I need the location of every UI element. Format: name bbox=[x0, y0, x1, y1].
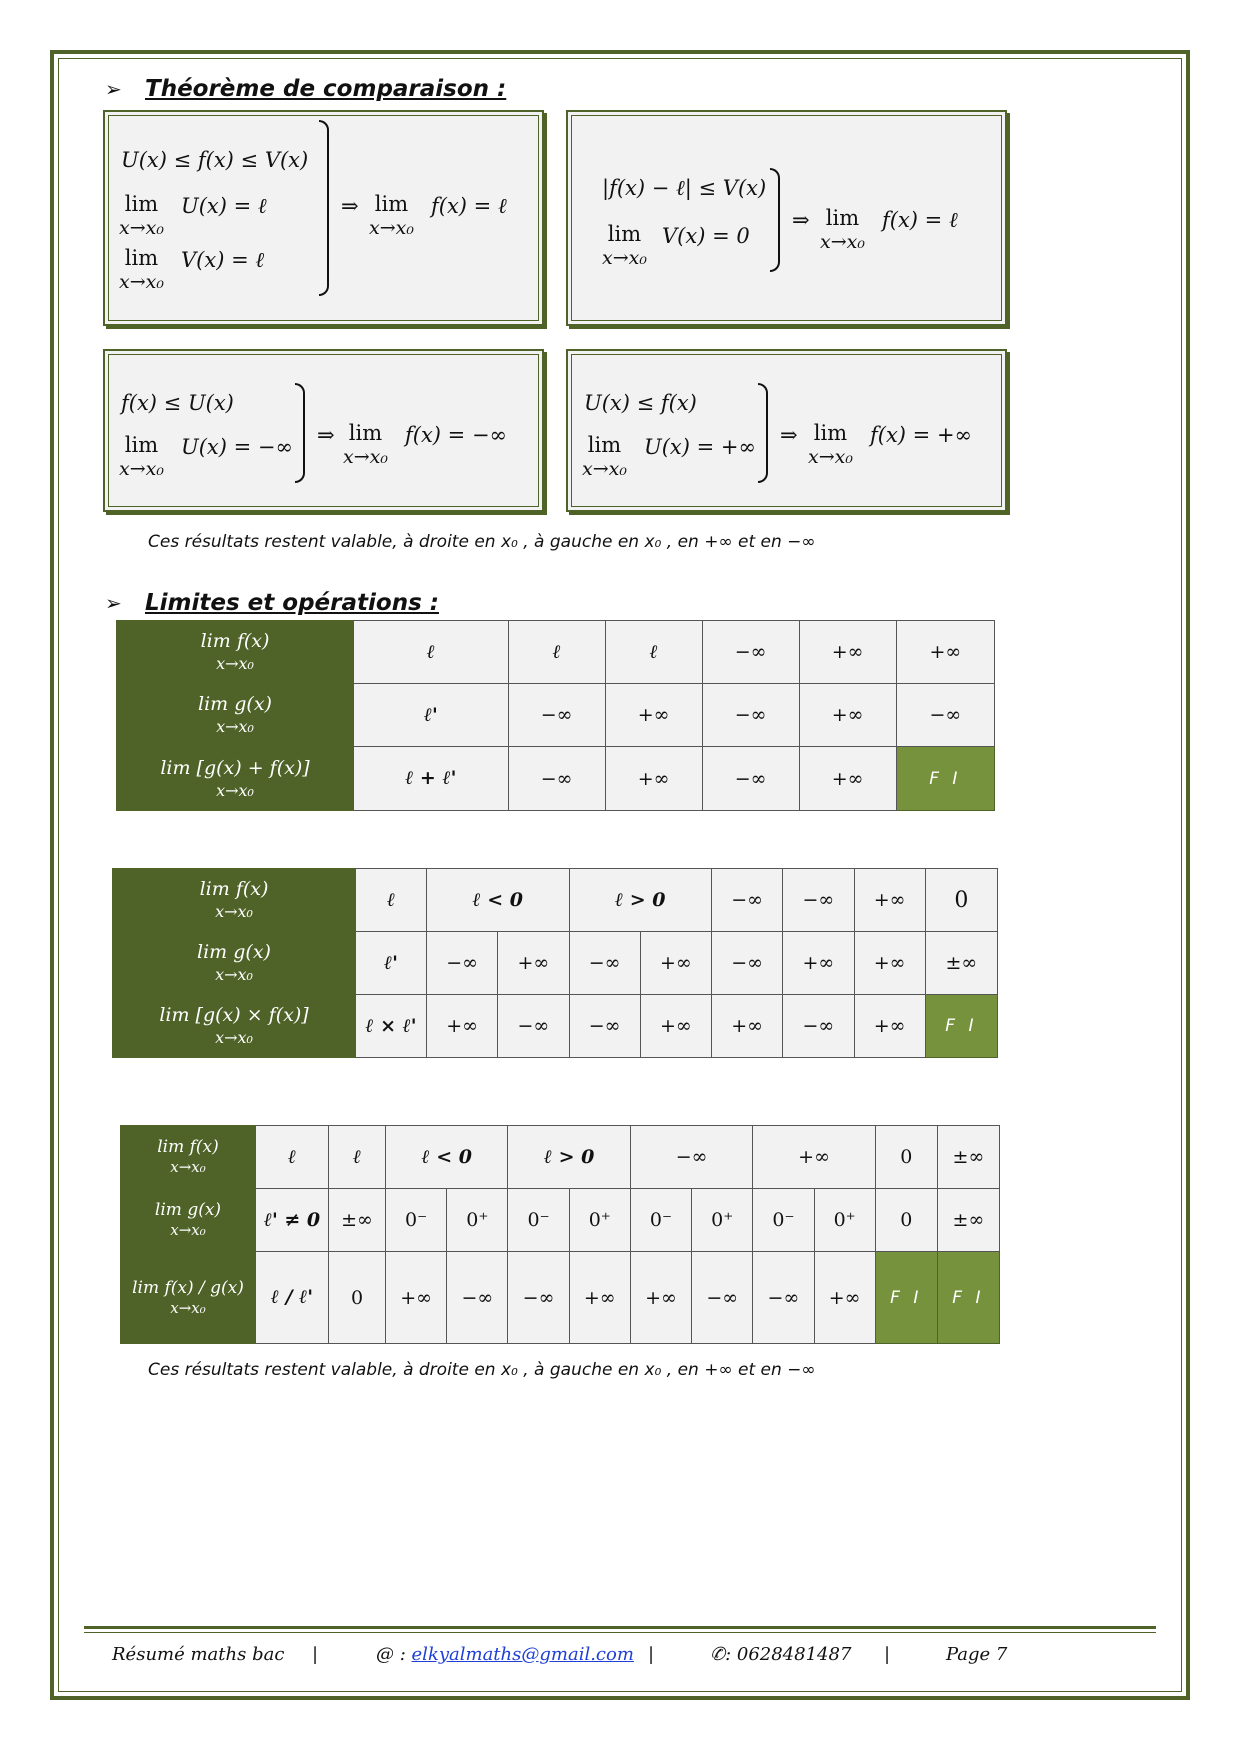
box3-lim-res: lim x→x₀ bbox=[343, 421, 388, 468]
cell: ℓ bbox=[354, 621, 509, 684]
cell: 0⁺ bbox=[447, 1189, 508, 1252]
cell: ±∞ bbox=[937, 1189, 999, 1252]
cell: 0⁺ bbox=[814, 1189, 875, 1252]
row-header-lim-quotient: lim f(x) / g(x) x→x₀ bbox=[121, 1252, 256, 1344]
bullet-arrow-icon: ➢ bbox=[105, 77, 122, 101]
box3-lim1: lim x→x₀ bbox=[119, 433, 164, 480]
box2-lim-res: lim x→x₀ bbox=[820, 206, 865, 253]
right-brace-icon bbox=[319, 120, 329, 296]
cell: −∞ bbox=[447, 1252, 508, 1344]
cell: 0⁻ bbox=[753, 1189, 814, 1252]
table-limit-sum bbox=[116, 620, 995, 811]
right-brace-icon bbox=[758, 383, 768, 483]
cell: −∞ bbox=[498, 995, 569, 1058]
row-header-lim-g: lim g(x) x→x₀ bbox=[117, 684, 354, 747]
cell: ℓ × ℓ' bbox=[356, 995, 427, 1058]
cell: −∞ bbox=[692, 1252, 753, 1344]
cell: 0 bbox=[925, 869, 997, 932]
implies-icon: ⇒ bbox=[341, 194, 359, 218]
footer-separator: | bbox=[884, 1644, 891, 1665]
cell: +∞ bbox=[854, 995, 925, 1058]
cell: −∞ bbox=[569, 932, 640, 995]
box2-line2: V(x) = 0 bbox=[662, 224, 750, 248]
cell: −∞ bbox=[702, 684, 799, 747]
cell: +∞ bbox=[498, 932, 569, 995]
box4-line1: U(x) ≤ f(x) bbox=[584, 391, 697, 415]
cell: +∞ bbox=[896, 621, 994, 684]
cell: ℓ > 0 bbox=[569, 869, 712, 932]
box2-line1: |f(x) − ℓ| ≤ V(x) bbox=[602, 176, 767, 200]
comparison-box-2 bbox=[566, 110, 1007, 326]
cell: −∞ bbox=[753, 1252, 814, 1344]
footer-divider-thin bbox=[84, 1632, 1156, 1633]
cell: ℓ bbox=[605, 621, 702, 684]
table-limit-quotient bbox=[120, 1125, 1000, 1344]
cell: −∞ bbox=[508, 747, 605, 811]
cell: ±∞ bbox=[937, 1126, 999, 1189]
right-brace-icon bbox=[770, 168, 780, 272]
cell: −∞ bbox=[783, 869, 854, 932]
box3-line1: f(x) ≤ U(x) bbox=[121, 391, 234, 415]
row-header-lim-product: lim [g(x) × f(x)] x→x₀ bbox=[113, 995, 356, 1058]
box4-result: f(x) = +∞ bbox=[870, 423, 973, 447]
cell-fi: F I bbox=[925, 995, 997, 1058]
row-header-lim-g: lim g(x) x→x₀ bbox=[113, 932, 356, 995]
footer-separator: | bbox=[312, 1644, 319, 1665]
row-header-lim-f: lim f(x) x→x₀ bbox=[117, 621, 354, 684]
cell: +∞ bbox=[854, 932, 925, 995]
footer-phone: ✆: 0628481487 bbox=[710, 1644, 852, 1665]
table-limit-product bbox=[112, 868, 998, 1058]
cell: +∞ bbox=[386, 1252, 447, 1344]
cell: +∞ bbox=[640, 932, 711, 995]
box4-line2: U(x) = +∞ bbox=[644, 435, 756, 459]
cell: +∞ bbox=[783, 932, 854, 995]
box1-line3: V(x) = ℓ bbox=[181, 248, 265, 272]
note-validity-2: Ces résultats restent valable, à droite en x₀ , à gauche en x₀ , en +∞ et en −∞ bbox=[148, 1360, 816, 1380]
cell-fi: F I bbox=[937, 1252, 999, 1344]
cell: −∞ bbox=[702, 621, 799, 684]
box1-lim-res: lim x→x₀ bbox=[369, 192, 414, 239]
cell: +∞ bbox=[799, 621, 896, 684]
row-header-lim-f: lim f(x) x→x₀ bbox=[121, 1126, 256, 1189]
cell: 0 bbox=[875, 1126, 937, 1189]
cell: ℓ > 0 bbox=[508, 1126, 630, 1189]
cell: ℓ' ≠ 0 bbox=[256, 1189, 329, 1252]
cell: −∞ bbox=[427, 932, 498, 995]
cell: +∞ bbox=[427, 995, 498, 1058]
cell: +∞ bbox=[630, 1252, 691, 1344]
cell: +∞ bbox=[605, 684, 702, 747]
footer-page-number: Page 7 bbox=[946, 1644, 1008, 1665]
footer-separator: | bbox=[648, 1644, 655, 1665]
cell: ℓ < 0 bbox=[386, 1126, 508, 1189]
box1-lim1: lim x→x₀ bbox=[119, 192, 164, 239]
cell: −∞ bbox=[896, 684, 994, 747]
cell: −∞ bbox=[712, 932, 783, 995]
cell: 0 bbox=[875, 1189, 937, 1252]
box1-lim2: lim x→x₀ bbox=[119, 246, 164, 293]
cell: −∞ bbox=[702, 747, 799, 811]
cell: +∞ bbox=[569, 1252, 630, 1344]
box2-result: f(x) = ℓ bbox=[882, 208, 958, 232]
cell: +∞ bbox=[753, 1126, 875, 1189]
box3-result: f(x) = −∞ bbox=[405, 423, 508, 447]
cell: ±∞ bbox=[925, 932, 997, 995]
cell: ℓ / ℓ' bbox=[256, 1252, 329, 1344]
cell: ℓ' bbox=[356, 932, 427, 995]
cell: −∞ bbox=[569, 995, 640, 1058]
cell: +∞ bbox=[799, 684, 896, 747]
cell: 0⁻ bbox=[386, 1189, 447, 1252]
implies-icon: ⇒ bbox=[780, 423, 798, 447]
cell-fi: F I bbox=[875, 1252, 937, 1344]
bullet-arrow-icon: ➢ bbox=[105, 591, 122, 615]
footer-title: Résumé maths bac bbox=[112, 1644, 285, 1665]
heading-comparison: ➢ Théorème de comparaison : bbox=[105, 76, 507, 102]
box1-line2: U(x) = ℓ bbox=[181, 194, 267, 218]
cell: +∞ bbox=[799, 747, 896, 811]
cell: +∞ bbox=[712, 995, 783, 1058]
note-validity-1: Ces résultats restent valable, à droite en x₀ , à gauche en x₀ , en +∞ et en −∞ bbox=[148, 532, 816, 552]
cell: ℓ' bbox=[354, 684, 509, 747]
right-brace-icon bbox=[295, 383, 305, 483]
cell: −∞ bbox=[783, 995, 854, 1058]
cell-fi: F I bbox=[896, 747, 994, 811]
cell: +∞ bbox=[814, 1252, 875, 1344]
box4-lim-res: lim x→x₀ bbox=[808, 421, 853, 468]
cell: −∞ bbox=[712, 869, 783, 932]
cell: 0⁺ bbox=[692, 1189, 753, 1252]
heading-operations: ➢ Limites et opérations : bbox=[105, 590, 439, 616]
cell: −∞ bbox=[508, 684, 605, 747]
cell: 0⁻ bbox=[630, 1189, 691, 1252]
cell: ℓ bbox=[256, 1126, 329, 1189]
cell: ℓ < 0 bbox=[427, 869, 570, 932]
box3-line2: U(x) = −∞ bbox=[181, 435, 293, 459]
box2-lim1: lim x→x₀ bbox=[602, 222, 647, 269]
cell: ℓ bbox=[356, 869, 427, 932]
cell: ℓ bbox=[508, 621, 605, 684]
box1-result: f(x) = ℓ bbox=[431, 194, 507, 218]
row-header-lim-f: lim f(x) x→x₀ bbox=[113, 869, 356, 932]
cell: ±∞ bbox=[329, 1189, 386, 1252]
cell: ℓ + ℓ' bbox=[354, 747, 509, 811]
box1-line1: U(x) ≤ f(x) ≤ V(x) bbox=[121, 148, 309, 172]
cell: −∞ bbox=[508, 1252, 569, 1344]
cell: +∞ bbox=[640, 995, 711, 1058]
cell: +∞ bbox=[605, 747, 702, 811]
cell: +∞ bbox=[854, 869, 925, 932]
footer-divider bbox=[84, 1626, 1156, 1629]
box4-lim1: lim x→x₀ bbox=[582, 433, 627, 480]
cell: −∞ bbox=[630, 1126, 752, 1189]
email-link[interactable]: elkyalmaths@gmail.com bbox=[411, 1644, 634, 1665]
implies-icon: ⇒ bbox=[792, 208, 810, 232]
comparison-box-4 bbox=[566, 349, 1007, 512]
comparison-box-1 bbox=[103, 110, 544, 326]
implies-icon: ⇒ bbox=[317, 423, 335, 447]
footer-email: @ : elkyalmaths@gmail.com bbox=[376, 1644, 634, 1665]
cell: 0⁺ bbox=[569, 1189, 630, 1252]
cell: 0 bbox=[329, 1252, 386, 1344]
row-header-lim-sum: lim [g(x) + f(x)] x→x₀ bbox=[117, 747, 354, 811]
comparison-box-3 bbox=[103, 349, 544, 512]
cell: ℓ bbox=[329, 1126, 386, 1189]
row-header-lim-g: lim g(x) x→x₀ bbox=[121, 1189, 256, 1252]
cell: 0⁻ bbox=[508, 1189, 569, 1252]
